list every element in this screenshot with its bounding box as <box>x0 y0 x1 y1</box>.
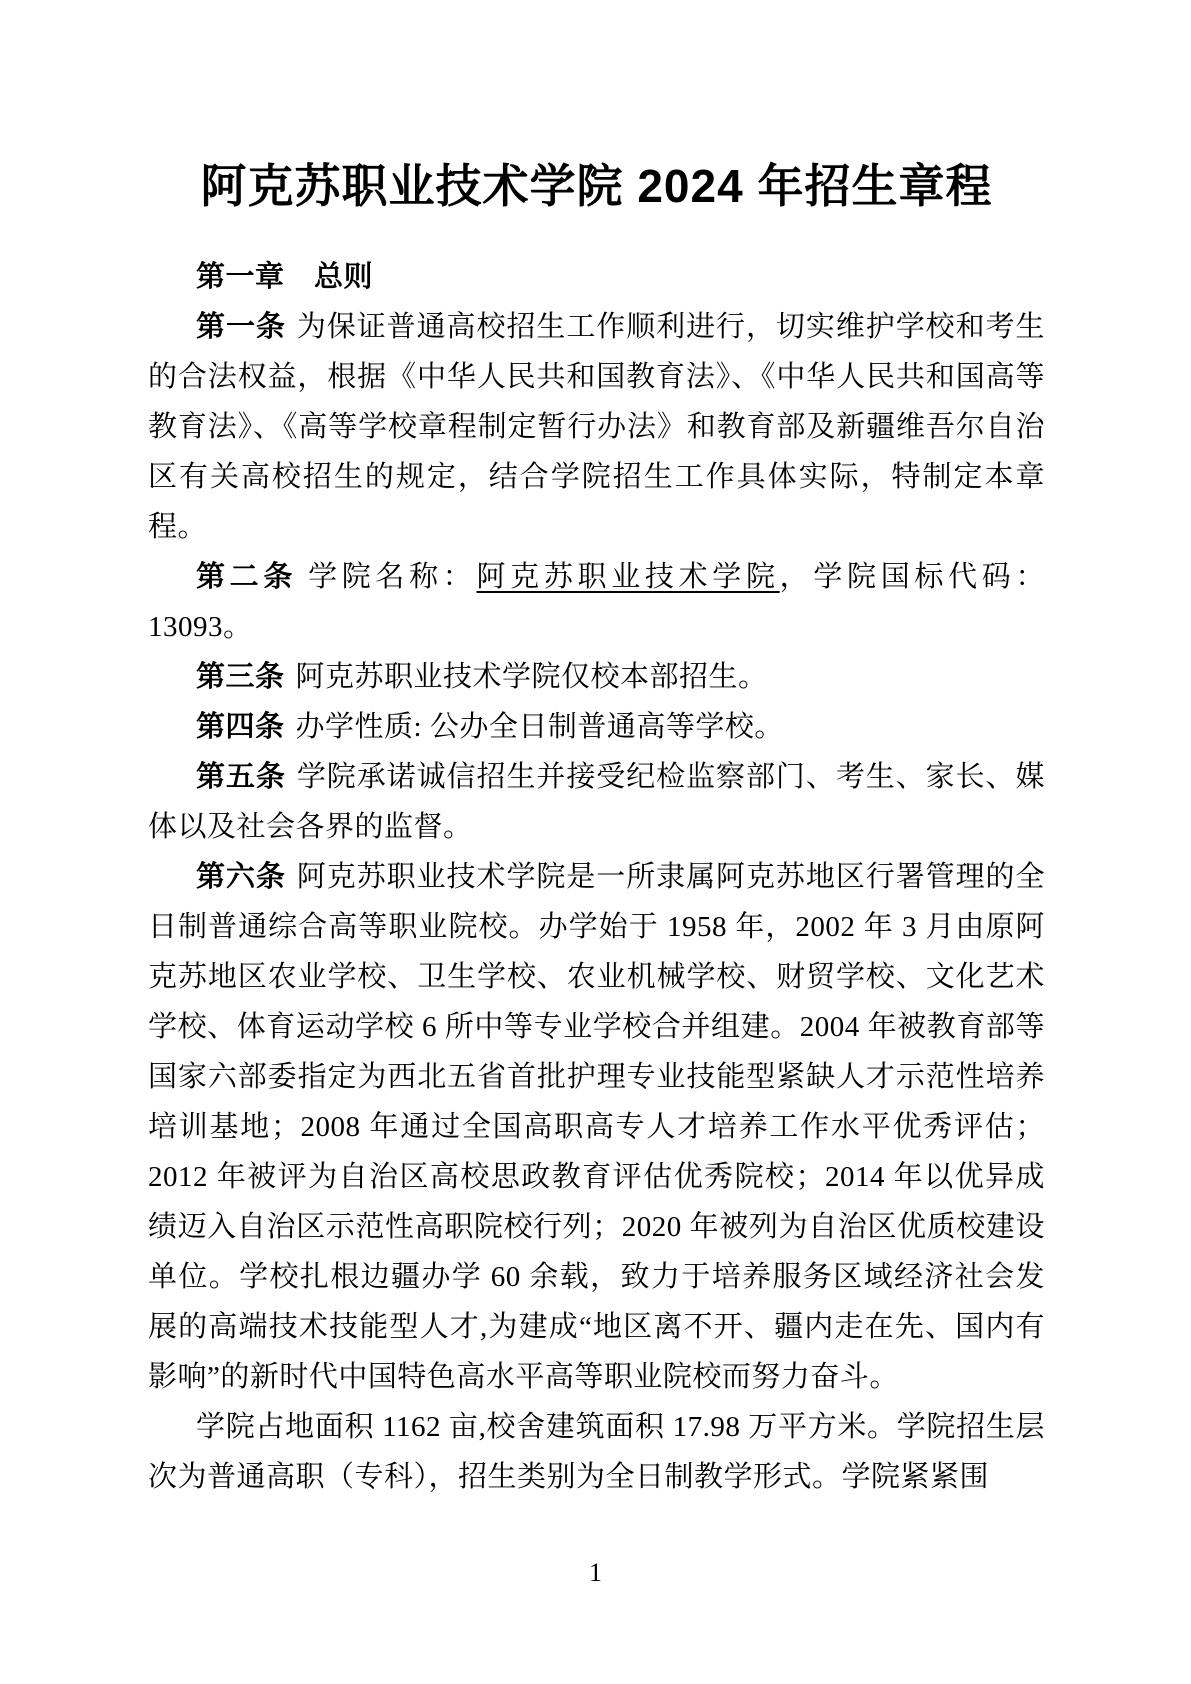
article-4 <box>148 702 1045 752</box>
article-2-text-pre: 学院名称： <box>308 561 477 593</box>
article-1-label: 第一条 <box>196 311 286 343</box>
campus-paragraph: 学院占地面积 1162 亩,校舍建筑面积 17.98 万平方米。学院招生层次为普通高职（专科），招生类别为全日制教学形式。学院紧紧围 <box>148 1411 1045 1493</box>
article-2 <box>148 552 1045 652</box>
page-number: 1 <box>589 1558 602 1587</box>
article-1 <box>148 302 1045 552</box>
article-6-text: 阿克苏职业技术学院是一所隶属阿克苏地区行署管理的全日制普通综合高等职业院校。办学始于 1958 年，2002 年 3 月由原阿克苏地区农业学校、卫生学校、农业机械学校、财贸学校、文化艺术学校、体育运动学校 6 所中等专业学校合并组建。2004 年被教育部等国家六部委指定为西北五省首批护理专业技能型紧缺人才示范性培养培训基地；2008 年通过全国高职高专人才培养工作水平优秀评估；2012 年被评为自治区高校思政教育评估优秀院校；2014 年以优异成绩迈入自治区示范性高职院校行列；2020 年被列为自治区优质校建设单位。学校扎根边疆办学 60 余载，致力于培养服务区域经济社会发展的高端技术技能型人才,为建成“地区离不开、疆内走在先、国内有影响”的新时代中国特色高水平高等职业院校而努力奋斗。 <box>148 861 1045 1393</box>
article-1-text: 为保证普通高校招生工作顺利进行，切实维护学校和考生的合法权益，根据《中华人民共和国教育法》、《中华人民共和国高等教育法》、《高等学校章程制定暂行办法》和教育部及新疆维吾尔自治区有关高校招生的规定，结合学院招生工作具体实际，特制定本章程。 <box>148 311 1045 543</box>
article-3-label: 第三条 <box>196 661 285 693</box>
article-5-label: 第五条 <box>196 761 286 793</box>
article-2-label: 第二条 <box>196 561 298 593</box>
article-3 <box>148 652 1045 702</box>
article-6 <box>148 852 1045 1402</box>
article-5-text: 学院承诺诚信招生并接受纪检监察部门、考生、家长、媒体以及社会各界的监督。 <box>148 761 1045 843</box>
article-2-text-post: ，学院国标代码：13093。 <box>148 561 1045 643</box>
article-3-text: 阿克苏职业技术学院仅校本部招生。 <box>295 661 768 693</box>
college-name-underlined: 阿克苏职业技术学院 <box>476 561 780 593</box>
chapter-heading: 第一章 总则 <box>196 261 374 293</box>
article-4-text: 办学性质: 公办全日制普通高等学校。 <box>295 711 784 743</box>
article-5 <box>148 752 1045 852</box>
page-title: 阿克苏职业技术学院 2024 年招生章程 <box>200 160 993 212</box>
article-4-label: 第四条 <box>196 711 285 743</box>
article-6-label: 第六条 <box>196 861 286 893</box>
